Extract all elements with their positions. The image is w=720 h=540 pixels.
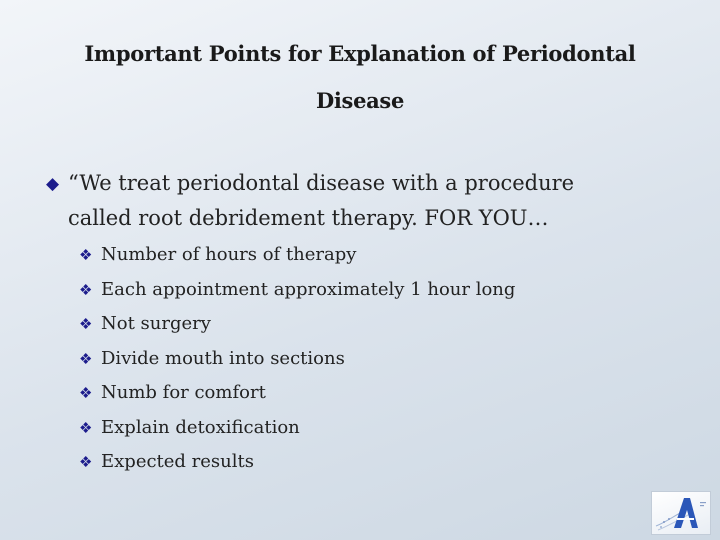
slide-title-line-1: Important Points for Explanation of Periodontal xyxy=(84,41,636,66)
sub-bullet-item xyxy=(79,376,515,411)
sub-bullet-item xyxy=(79,307,515,342)
four-petal-diamond-bullet-icon: ❖ xyxy=(79,315,93,333)
diamond-bullet-icon: ◆ xyxy=(46,174,60,194)
sub-bullet-item xyxy=(79,445,515,480)
sub-bullet-text: Divide mouth into sections xyxy=(101,347,345,369)
sub-bullet-text: Explain detoxification xyxy=(101,416,300,438)
slide-title xyxy=(40,30,680,124)
four-petal-diamond-bullet-icon: ❖ xyxy=(79,349,93,368)
four-petal-diamond-bullet-icon: ❖ xyxy=(79,384,93,402)
four-petal-diamond-bullet-icon: ❖ xyxy=(79,453,93,471)
main-bullet-line-1: “We treat periodontal disease with a procedure xyxy=(68,171,575,195)
sub-bullet-text: Numb for comfort xyxy=(101,382,266,403)
four-petal-diamond-bullet-icon: ❖ xyxy=(79,280,93,299)
sub-bullet-text: Number of hours of therapy xyxy=(101,244,357,265)
sub-bullet-text: Each appointment approximately 1 hour long xyxy=(101,278,516,300)
sub-bullet-item xyxy=(79,238,515,273)
main-bullet xyxy=(46,166,686,235)
blue-a-logo-icon xyxy=(651,491,711,535)
sub-bullet-list xyxy=(79,238,515,480)
sub-bullet-item xyxy=(79,273,515,308)
slide-title-line-2: Disease xyxy=(315,88,405,113)
main-bullet-line-2: called root debridement therapy. FOR YOU… xyxy=(68,206,549,230)
sub-bullet-item xyxy=(79,342,515,377)
sub-bullet-text: Expected results xyxy=(101,451,254,472)
sub-bullet-item xyxy=(79,411,515,446)
four-petal-diamond-bullet-icon: ❖ xyxy=(79,246,93,264)
sub-bullet-text: Not surgery xyxy=(101,313,211,334)
four-petal-diamond-bullet-icon: ❖ xyxy=(79,418,93,437)
